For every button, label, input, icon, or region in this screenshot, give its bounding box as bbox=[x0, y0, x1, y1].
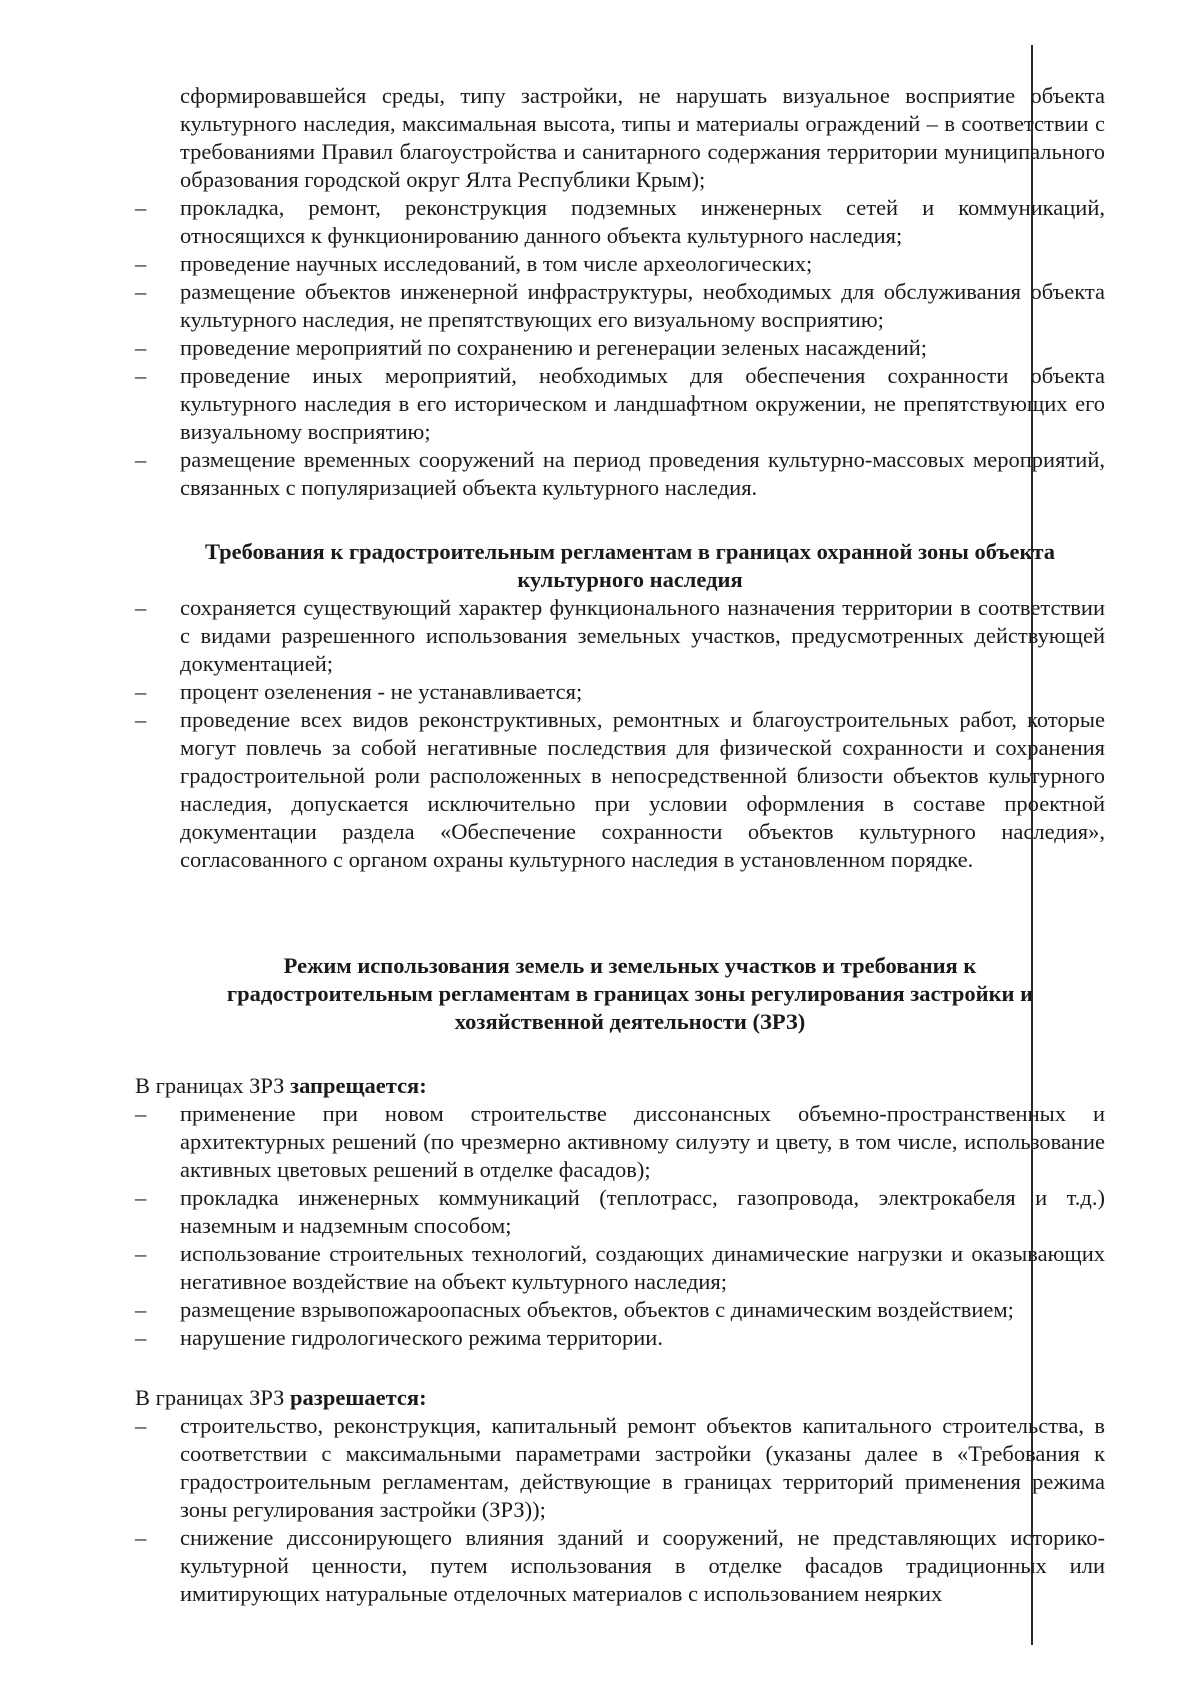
dash-bullet: – bbox=[135, 1413, 147, 1438]
document-page bbox=[135, 82, 1105, 1608]
list-item: – снижение диссонирующего влияния зданий и сооружений, не представляющих историко-культурной ценности, путем использования в отделке фасадов традиционных или имитирующих натуральные отделочных материалов с использованием неярких bbox=[135, 1525, 1105, 1606]
list-item: – проведение всех видов реконструктивных, ремонтных и благоустроительных работ, которые могут повлечь за собой негативные последствия для физической сохранности и сохранения градостроительной роли расположенных в непосредственной близости объектов культурного наследия, допускается исключительно при условии оформления в составе проектной документации раздела «Обеспечение сохранности объектов культурного наследия», согласованного с органом охраны культурного наследия в установленном порядке. bbox=[135, 707, 1105, 872]
list-item: – прокладка инженерных коммуникаций (теплотрасс, газопровода, электрокабеля и т.д.) наземным и надземным способом; bbox=[135, 1185, 1105, 1238]
list-item: – строительство, реконструкция, капитальный ремонт объектов капитального строительства, в соответствии с максимальными параметрами застройки (указаны далее в «Требования к градостроительным регламентам, действующие в границах территорий применения режима зоны регулирования застройки (ЗРЗ)); bbox=[135, 1413, 1105, 1522]
dash-bullet: – bbox=[135, 707, 147, 732]
prohibited-list bbox=[135, 1100, 1105, 1352]
allowed-intro: В границах ЗРЗ разрешается: bbox=[135, 1385, 427, 1410]
dash-bullet: – bbox=[135, 251, 147, 276]
list-item: – проведение научных исследований, в том числе археологических; bbox=[135, 251, 813, 276]
list-item: – размещение взрывопожароопасных объектов, объектов с динамическим воздействием; bbox=[135, 1297, 1014, 1322]
permitted-measures-list bbox=[135, 194, 1105, 502]
dash-bullet: – bbox=[135, 1185, 147, 1210]
allowed-keyword: разрешается: bbox=[290, 1385, 427, 1410]
continuation-paragraph: сформировавшейся среды, типу застройки, не нарушать визуальное восприятие объекта культурного наследия, максимальная высота, типы и материалы ограждений – в соответствии с требованиями Правил благоустройства и санитарного содержания территории муниципального образования городской округ Ялта Республики Крым); bbox=[180, 83, 1105, 192]
list-item: – сохраняется существующий характер функционального назначения территории в соответствии с видами разрешенного использования земельных участков, предусмотренных действующей документацией; bbox=[135, 595, 1105, 676]
list-item: – размещение временных сооружений на период проведения культурно-массовых мероприятий, связанных с популяризацией объекта культурного наследия. bbox=[135, 447, 1105, 500]
dash-bullet: – bbox=[135, 195, 147, 220]
dash-bullet: – bbox=[135, 279, 147, 304]
allowed-list bbox=[135, 1412, 1105, 1608]
dash-bullet: – bbox=[135, 335, 147, 360]
dash-bullet: – bbox=[135, 363, 147, 388]
dash-bullet: – bbox=[135, 1241, 147, 1266]
protection-zone-requirements-list bbox=[135, 594, 1105, 874]
section-heading-protection-zone: Требования к градостроительным регламентам в границах охранной зоны объекта культурного наследия bbox=[204, 539, 1056, 592]
dash-bullet: – bbox=[135, 1101, 147, 1126]
list-item: – нарушение гидрологического режима территории. bbox=[135, 1325, 663, 1350]
list-item: – проведение иных мероприятий, необходимых для обеспечения сохранности объекта культурного наследия в его историческом и ландшафтном окружении, не препятствующих его визуальному восприятию; bbox=[135, 363, 1105, 444]
dash-bullet: – bbox=[135, 679, 147, 704]
dash-bullet: – bbox=[135, 1525, 147, 1550]
prohibited-intro: В границах ЗРЗ запрещается: bbox=[135, 1073, 427, 1098]
list-item: – размещение объектов инженерной инфраструктуры, необходимых для обслуживания объекта культурного наследия, не препятствующих его визуальному восприятию; bbox=[135, 279, 1105, 332]
section-heading-zrz: Режим использования земель и земельных участков и требования к градостроительным регламентам в границах зоны регулирования застройки и хозяйственной деятельности (ЗРЗ) bbox=[226, 953, 1034, 1034]
dash-bullet: – bbox=[135, 447, 147, 472]
list-item: – применение при новом строительстве диссонансных объемно-пространственных и архитектурных решений (по чрезмерно активному силуэту и цвету, в том числе, использование активных цветовых решений в отделке фасадов); bbox=[135, 1101, 1105, 1182]
dash-bullet: – bbox=[135, 1297, 147, 1322]
dash-bullet: – bbox=[135, 1325, 147, 1350]
list-item: – процент озеленения - не устанавливается; bbox=[135, 679, 583, 704]
list-item: – использование строительных технологий, создающих динамические нагрузки и оказывающих негативное воздействие на объект культурного наследия; bbox=[135, 1241, 1105, 1294]
prohibited-keyword: запрещается: bbox=[290, 1073, 427, 1098]
dash-bullet: – bbox=[135, 595, 147, 620]
list-item: – проведение мероприятий по сохранению и регенерации зеленых насаждений; bbox=[135, 335, 928, 360]
list-item: – прокладка, ремонт, реконструкция подземных инженерных сетей и коммуникаций, относящихся к функционированию данного объекта культурного наследия; bbox=[135, 195, 1105, 248]
